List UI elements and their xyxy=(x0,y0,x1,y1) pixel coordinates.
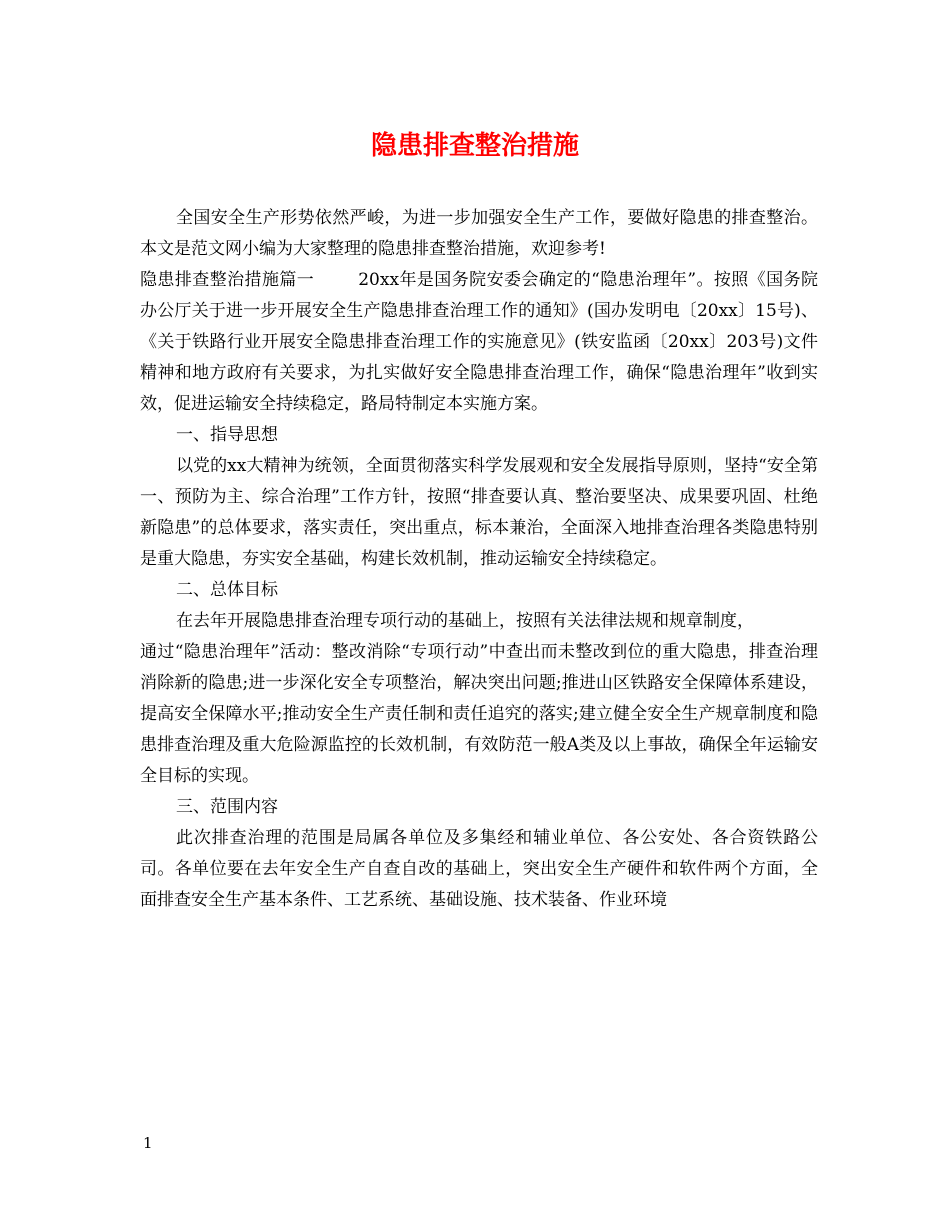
paragraph-overall-goal-first-line: 在去年开展隐患排查治理专项行动的基础上，按照有关法律法规和规章制度， xyxy=(176,611,754,631)
section-lead-label: 隐患排查整治措施篇一 xyxy=(140,270,315,290)
paragraph-guiding-thought: 以党的xx大精神为统领，全面贯彻落实科学发展观和安全发展指导原则，坚持“安全第一、预防为主、综合治理”工作方针，按照“排查要认真、整治要坚决、成果要巩固、杜绝新隐患”的总体要求，落实责任，突出重点，标本兼治，全面深入地排查治理各类隐患特别是重大隐患，夯实安全基础，构建长效机制，推动运输安全持续稳定。 xyxy=(140,456,818,569)
intro-paragraph: 全国安全生产形势依然严峻，为进一步加强安全生产工作，要做好隐患的排查整治。本文是范文网小编为大家整理的隐患排查整治措施，欢迎参考! xyxy=(140,208,818,259)
section-lead-paragraph xyxy=(140,265,818,420)
paragraph-overall-goal: 通过“隐患治理年”活动：整改消除“专项行动”中查出而未整改到位的重大隐患，排查治理消除新的隐患;进一步深化安全专项整治，解决突出问题;推进山区铁路安全保障体系建设，提高安全保障水平;推动安全生产责任制和责任追究的落实;建立健全安全生产规章制度和隐患排查治理及重大危险源监控的长效机制，有效防范一般A类及以上事故，确保全年运输安全目标的实现。 xyxy=(140,642,818,786)
heading-overall-goal: 二、总体目标 xyxy=(176,580,278,600)
section-lead-text: 20xx年是国务院安委会确定的“隐患治理年”。按照《国务院办公厅关于进一步开展安全生产隐患排查治理工作的通知》(国办发明电〔20xx〕15号)、《关于铁路行业开展安全隐患排查治理工作的实施意见》(铁安监函〔20xx〕203号)文件精神和地方政府有关要求，为扎实做好安全隐患排查治理工作，确保“隐患治理年”收到实效，促进运输安全持续稳定，路局特制定本实施方案。 xyxy=(140,270,819,414)
document-title: 隐患排查整治措施 xyxy=(370,131,579,161)
paragraph-scope-content: 此次排查治理的范围是局属各单位及多集经和辅业单位、各公安处、各合资铁路公司。各单位要在去年安全生产自查自改的基础上，突出安全生产硬件和软件两个方面，全面排查安全生产基本条件、工艺系统、基础设施、技术装备、作业环境 xyxy=(140,828,818,910)
heading-scope-content: 三、范围内容 xyxy=(176,797,278,817)
page-number: 1 xyxy=(143,1134,153,1152)
document-body xyxy=(140,203,818,916)
heading-guiding-thought: 一、指导思想 xyxy=(176,425,278,445)
